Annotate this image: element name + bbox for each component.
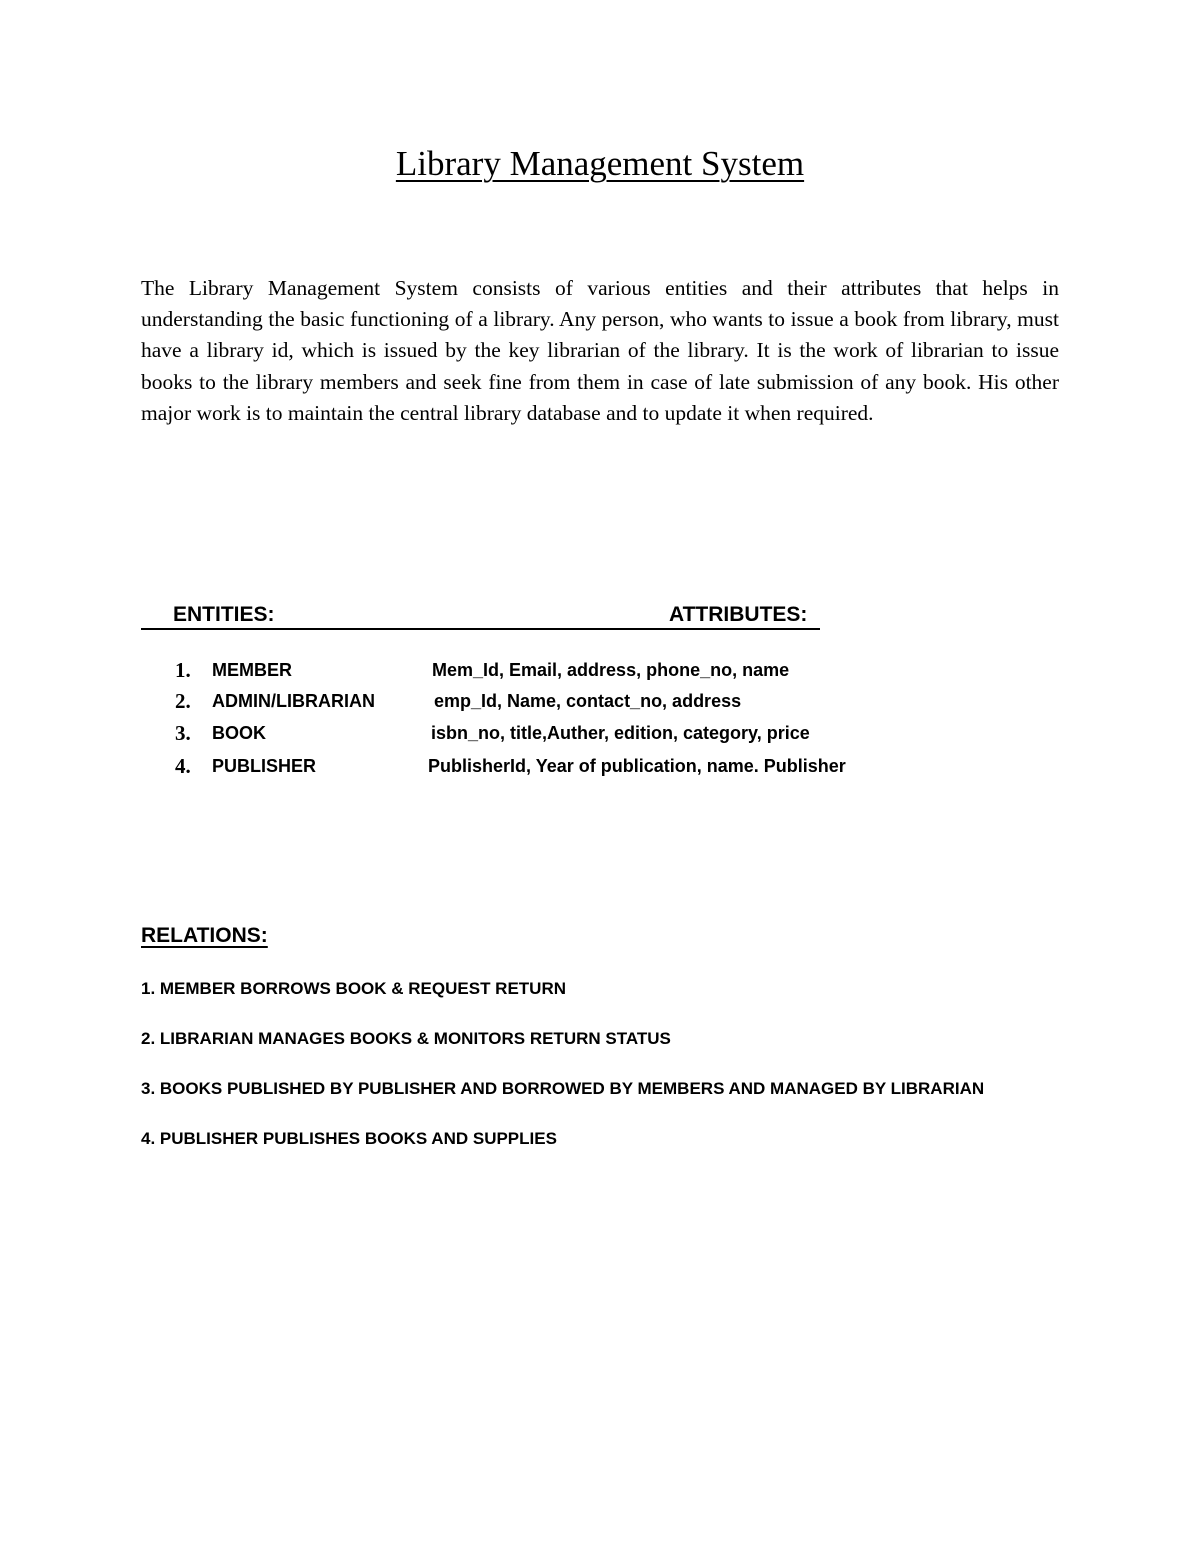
entity-row-publisher (0, 751, 1200, 781)
entity-row-member (0, 655, 1200, 685)
intro-paragraph: The Library Management System consists of various entities and their attributes that helps in understanding the basic functioning of a library. Any person, who wants to issue a book from library, must have a library id, which is issued by the key librarian of the library. It is the work of librarian to issue books to the library members and seek fine from them in case of late submission of any book. His other major work is to maintain the central library database and to update it when required. (141, 276, 1059, 425)
entity-number: 3. (175, 721, 191, 745)
entity-attributes: Mem_Id, Email, address, phone_no, name (432, 660, 790, 680)
relations-header: RELATIONS: (141, 924, 268, 947)
entity-name: MEMBER (212, 660, 292, 680)
entity-number: 1. (175, 658, 191, 682)
document-title (0, 142, 1200, 186)
relation-item: 2. LIBRARIAN MANAGES BOOKS & MONITORS RETURN STATUS (141, 1029, 671, 1048)
entity-attributes: emp_Id, Name, contact_no, address (434, 691, 742, 711)
entity-name: BOOK (212, 723, 266, 743)
attributes-header: ATTRIBUTES: (669, 603, 808, 626)
entity-name: ADMIN/LIBRARIAN (212, 691, 375, 711)
entity-number: 2. (175, 689, 191, 713)
document-title-text: Library Management System (395, 144, 805, 183)
entity-number: 4. (175, 754, 191, 778)
entity-name: PUBLISHER (212, 756, 317, 776)
relation-item: 3. BOOKS PUBLISHED BY PUBLISHER AND BORROWED BY MEMBERS AND MANAGED BY LIBRARIAN (141, 1079, 985, 1098)
relation-item: 1. MEMBER BORROWS BOOK & REQUEST RETURN (141, 979, 567, 998)
entity-row-book (0, 718, 1200, 748)
relation-item: 4. PUBLISHER PUBLISHES BOOKS AND SUPPLIES (141, 1129, 557, 1148)
entity-attributes: isbn_no, title,Auther, edition, category, price (431, 723, 810, 743)
entities-header: ENTITIES: (173, 603, 275, 626)
entity-row-librarian (0, 686, 1200, 716)
entities-attributes-header (141, 601, 820, 630)
entity-attributes: PublisherId, Year of publication, name. Publisher (428, 756, 846, 776)
